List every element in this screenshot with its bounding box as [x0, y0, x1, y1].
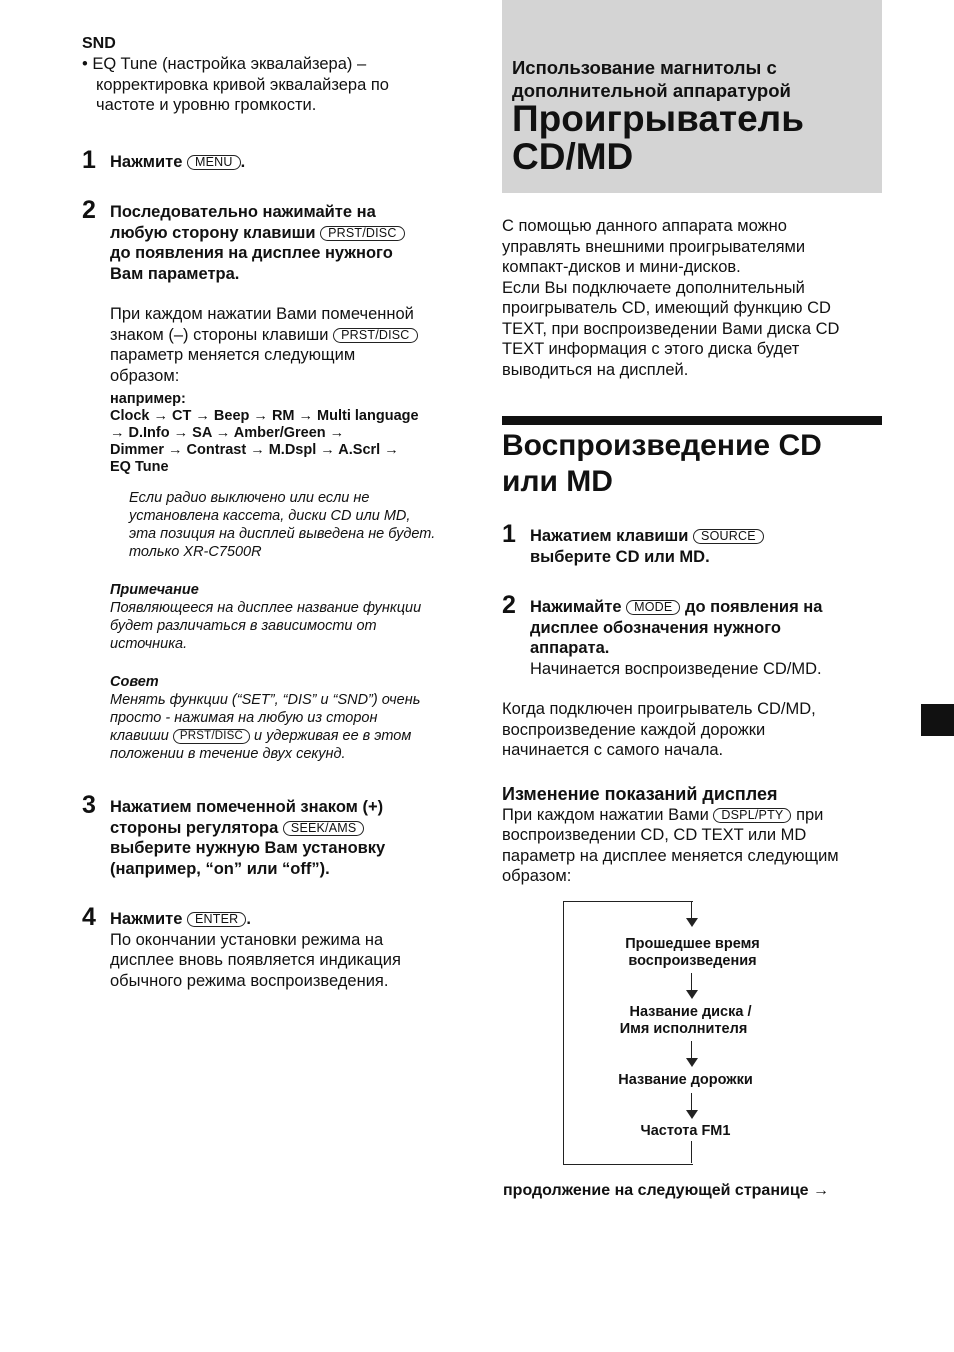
step-4-end: . [246, 910, 251, 928]
display-para-text: При каждом нажатии Вами [502, 805, 709, 824]
tip-line3-end: и удерживая ее в этом [254, 728, 412, 744]
cd-step-1-text: Нажатием клавиши [530, 527, 689, 545]
continued-next-page: продолжение на следующей странице → [503, 1182, 830, 1199]
remark-title: Примечание [110, 582, 199, 598]
seek-ams-button-label: SEEK/AMS [283, 821, 365, 836]
menu-button-label: MENU [187, 155, 241, 170]
cd-step-1-line2: выберите CD или MD. [530, 547, 710, 566]
tip-line4: положении в течение двух секунд. [110, 746, 346, 762]
step-2-line1: Последовательно нажимайте на [110, 203, 376, 221]
tip-block [110, 673, 472, 763]
intro-paragraph [502, 216, 884, 380]
cd-step-1 [502, 520, 882, 567]
intro-line5: проигрыватель CD, имеющий функцию CD [502, 299, 831, 317]
snd-line3: частоте и уровню громкости. [96, 96, 317, 114]
step-3-line4: (например, “on” или “off”). [110, 859, 330, 878]
right-steps [502, 520, 882, 887]
section-tab-marker [921, 704, 954, 736]
playback-note-line2: воспроизведение каждой дорожки [502, 720, 766, 739]
step-3-line3: выберите нужную Вам установку [110, 839, 386, 857]
step-2-line2-text: любую сторону клавиши [110, 223, 316, 242]
flow-item-elapsed-line1: Прошедшее время [625, 936, 760, 952]
step-4-text: Нажмите [110, 910, 183, 928]
step-2-para3: параметр меняется следующим [110, 346, 356, 364]
tip-line3 [110, 727, 472, 745]
remark-line3: источника. [110, 636, 188, 652]
step-1-text: Нажмите [110, 152, 183, 171]
down-arrow-icon [686, 918, 698, 927]
step-2-para2 [110, 325, 472, 346]
note-line3: эта позиция на дисплей выведена не будет. [129, 526, 436, 542]
step-4-para2: дисплее вновь появляется индикация [110, 951, 401, 969]
cd-step-1-line1 [530, 526, 882, 547]
cd-step-2-line4: Начинается воспроизведение CD/MD. [530, 659, 822, 678]
page-title [512, 100, 872, 176]
step-3-line2 [110, 818, 472, 839]
step-3-line1: Нажатием помеченной знаком (+) [110, 798, 384, 816]
remark-line1: Появляющееся на дисплее название функции [110, 600, 422, 616]
intro-line7: TEXT информация с этого диска будет [502, 340, 800, 358]
step-2-line2 [110, 223, 472, 244]
snd-line2: корректировка кривой эквалайзера по [96, 75, 389, 94]
flow-item-disc-line1: Название диска / [629, 1004, 752, 1020]
flow-connector [691, 901, 692, 919]
step-number: 1 [502, 520, 516, 548]
intro-line4: Если Вы подключаете дополнительный [502, 278, 805, 297]
step-4-para1: По окончании установки режима на [110, 930, 384, 949]
cd-step-2-line1 [530, 597, 882, 618]
cd-step-2-line2: дисплее обозначения нужного [530, 618, 781, 637]
intro-line3: компакт-дисков и мини-дисков. [502, 258, 741, 276]
section-title-line2: или MD [502, 465, 613, 498]
down-arrow-icon [686, 1110, 698, 1119]
intro-line1: С помощью данного аппарата можно [502, 217, 787, 235]
step-number: 1 [82, 145, 96, 174]
flow-item-disc-line2: Имя исполнителя [619, 1021, 748, 1037]
header-subtitle-line1: Использование магнитолы с [512, 57, 777, 78]
flow-connector [691, 973, 692, 991]
step-4 [82, 903, 472, 991]
display-para-end: при [796, 805, 824, 824]
display-para-line3: параметр на дисплее меняется следующим [502, 846, 839, 865]
step-3 [82, 791, 472, 879]
header-subtitle-line2: дополнительной аппаратурой [512, 80, 791, 101]
sequence-line1: Clock → CT → Beep → RM → Multi language [110, 408, 419, 424]
tip-line1: Менять функции (“SET”, “DIS” и “SND”) очень [110, 692, 421, 708]
step-2-para2-text: знаком (–) стороны клавиши [110, 325, 329, 344]
intro-line6: TEXT, при воспроизведении Вами диска CD [502, 319, 840, 338]
example-label: например: [110, 391, 186, 407]
tip-line2: просто - нажимая на любую из сторон [110, 710, 378, 726]
enter-button-label: ENTER [187, 912, 246, 927]
prst-disc-button-label: PRST/DISC [333, 328, 417, 343]
display-para-line2: воспроизведении CD, CD TEXT или MD [502, 826, 807, 844]
section-title-line1: Воспроизведение CD [502, 429, 822, 462]
left-column [82, 34, 472, 991]
step-4-para3: обычного режима воспроизведения. [110, 971, 389, 990]
down-arrow-icon [686, 1058, 698, 1067]
step-number: 2 [502, 591, 516, 619]
dspl-pty-button-label: DSPL/PTY [713, 808, 791, 823]
flow-item-disc-name [603, 1004, 778, 1038]
cd-step-2-text-b: до появления на [685, 598, 823, 616]
flow-connector [691, 1093, 692, 1111]
step-2-line3: до появления на дисплее нужного [110, 244, 393, 262]
display-para-line4: образом: [502, 867, 572, 885]
note-line2: установлена кассета, диски CD или MD, [129, 508, 411, 524]
intro-line2: управлять внешними проигрывателями [502, 237, 806, 256]
step-1-end: . [240, 152, 246, 171]
flow-item-track-name: Название дорожки [618, 1072, 753, 1088]
section-header-box [502, 0, 882, 193]
playback-note-line1: Когда подключен проигрыватель CD/MD, [502, 700, 816, 718]
down-arrow-icon [686, 990, 698, 999]
playback-note-line3: начинается с самого начала. [502, 741, 724, 759]
prst-disc-button-label: PRST/DISC [173, 729, 250, 744]
snd-title: SND [82, 35, 116, 52]
mode-button-label: MODE [626, 600, 680, 615]
tip-line3-text: клавиши [110, 728, 169, 744]
flow-item-frequency: Частота FM1 [640, 1123, 731, 1139]
flow-item-elapsed-time [605, 936, 780, 970]
step-4-line1 [110, 909, 472, 930]
sequence-line2: → D.Info → SA → Amber/Green → [110, 425, 345, 441]
note-line1: Если радио выключено или если не [129, 490, 370, 506]
section-title [502, 428, 882, 500]
note-line4: только XR-C7500R [129, 544, 262, 560]
intro-line8: выводиться на дисплей. [502, 360, 689, 379]
section-divider [502, 416, 882, 425]
step-3-line2-text: стороны регулятора [110, 818, 279, 837]
flow-connector [691, 1141, 692, 1163]
note-block [110, 489, 472, 561]
step-2-para1: При каждом нажатии Вами помеченной [110, 305, 414, 323]
display-subheading: Изменение показаний дисплея [502, 783, 778, 804]
step-2 [82, 196, 472, 763]
page-title-line2: CD/MD [512, 136, 634, 177]
flow-item-elapsed-line2: воспроизведения [628, 953, 757, 969]
step-2-line4: Вам параметра. [110, 264, 240, 283]
step-1 [82, 145, 472, 174]
tip-title: Совет [110, 674, 159, 690]
playback-note [502, 699, 882, 761]
step-2-para4: образом: [110, 366, 180, 385]
snd-bullet: • EQ Tune (настройка эквалайзера) – [82, 55, 367, 73]
page-title-line1: Проигрыватель [512, 98, 804, 139]
cd-step-2-line3: аппарата. [530, 639, 610, 657]
flow-connector [691, 1041, 692, 1059]
header-subtitle [512, 56, 872, 102]
source-button-label: SOURCE [693, 529, 764, 544]
display-para-line1 [502, 805, 882, 826]
step-number: 3 [82, 791, 96, 819]
cd-step-2-text: Нажимайте [530, 598, 622, 616]
step-number: 2 [82, 196, 96, 224]
sequence-line4: EQ Tune [110, 459, 169, 475]
remark-line2: будет различаться в зависимости от [110, 618, 377, 634]
prst-disc-button-label: PRST/DISC [320, 226, 404, 241]
cd-step-2 [502, 591, 882, 679]
sequence-line3: Dimmer → Contrast → M.Dspl → A.Scrl → [110, 442, 399, 458]
remark-block [110, 581, 472, 653]
step-number: 4 [82, 903, 96, 931]
